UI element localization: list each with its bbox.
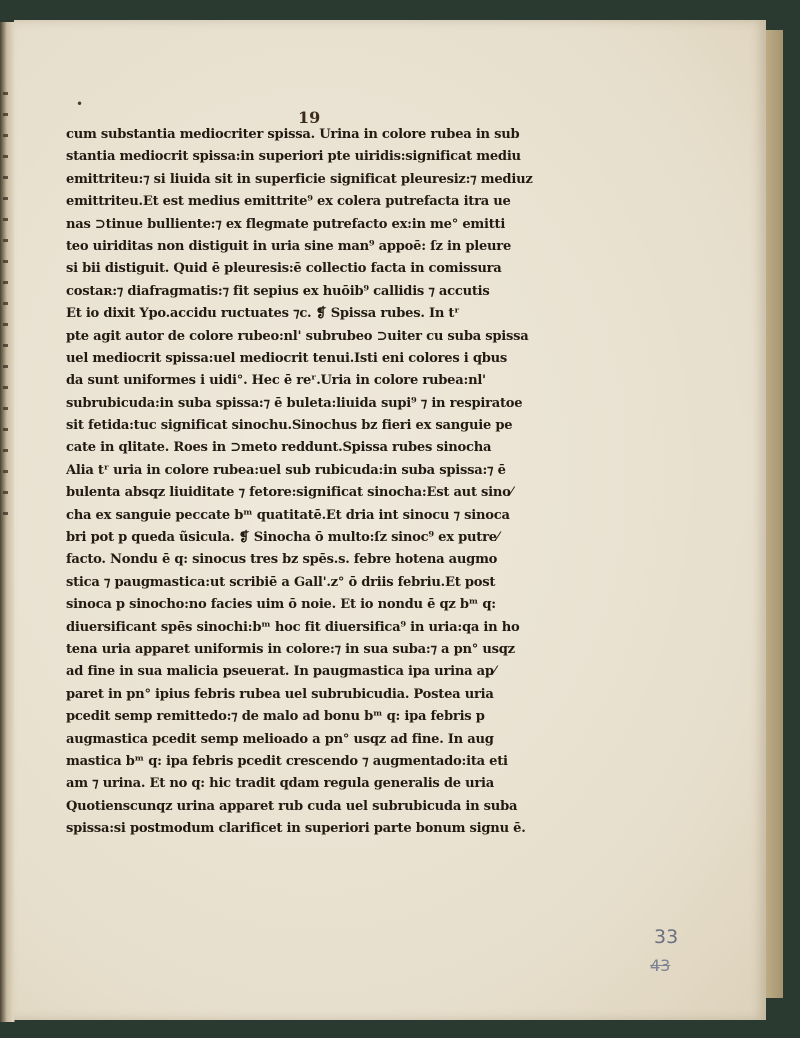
text-line: mastica bᵐ q: ipa febris pcedit crescendo ⁊ augmentado:ita eti <box>66 753 508 769</box>
text-line: augmastica pcedit semp melioado a pn° usqz ad fine. In aug <box>66 731 494 747</box>
text-line: pcedit semp remittedo:⁊ de malo ad bonu bᵐ q: ipa febris p <box>66 709 485 725</box>
book-page <box>14 20 766 1020</box>
text-line: da sunt uniformes i uidi°. Hec ē reʳ.Uria in colore rubea:nl' <box>66 373 486 389</box>
text-line: emittriteu:⁊ si liuida sit in superficie significat pleuresiz:⁊ mediuz <box>66 171 533 187</box>
text-line: sinoca p sinocho:no facies uim ō noie. Et io nondu ē qz bᵐ q: <box>66 597 496 613</box>
text-line: pte agit autor de colore rubeo:nl' subrubeo ⊃uiter cu suba spissa <box>66 328 529 344</box>
pencil-shelf-mark-struck: 43 <box>650 956 671 975</box>
text-line: stica ⁊ paugmastica:ut scribiē a Gall'.z° ō driis febriu.Et post <box>66 574 496 590</box>
text-line: stantia mediocrit spissa:in superiori pte uiridis:significat mediu <box>66 149 521 165</box>
text-line: diuersificant spēs sinochi:bᵐ hoc fit diuersifica⁹ in uria:qa in ho <box>66 619 520 635</box>
text-line: sit fetida:tuc significat sinochu.Sinochus bz fieri ex sanguie pe <box>66 418 513 434</box>
text-line: ad fine in sua malicia pseuerat. In paugmastica ipa urina ap⁄ <box>66 664 496 680</box>
text-line: cha ex sanguie peccate bᵐ quatitatē.Et dria int sinocu ⁊ sinoca <box>66 507 510 523</box>
text-line: am ⁊ urina. Et no q: hic tradit qdam regula generalis de uria <box>66 776 495 792</box>
text-line: si bii distiguit. Quid ē pleuresis:ē collectio facta in comissura <box>66 261 502 277</box>
text-line: teo uiriditas non distiguit in uria sine man⁹ appoē: ſz in pleure <box>66 238 512 254</box>
text-line: paret in pn° ipius febris rubea uel subrubicudia. Postea uria <box>66 686 494 702</box>
text-line: bri pot p queda ũsicula. ❡ Sinocha ō multo:ſz sinoc⁹ ex putre⁄ <box>66 530 499 546</box>
previous-page-ink-marks <box>2 92 10 792</box>
text-line: uel mediocrit spissa:uel mediocrit tenui.Isti eni colores i qbus <box>66 350 508 366</box>
text-line: costaʀ:⁊ diafragmatis:⁊ fit sepius ex huōib⁹ callidis ⁊ accutis <box>66 283 490 299</box>
text-line: emittriteu.Et est medius emittrite⁹ ex colera putrefacta itra ue <box>66 194 511 210</box>
text-line: bulenta absqz liuiditate ⁊ fetore:significat sinocha:Est aut sino⁄ <box>66 485 513 501</box>
text-line: Alia tʳ uria in colore rubea:uel sub rubicuda:in suba spissa:⁊ ē <box>66 462 506 478</box>
text-line: nas ⊃tinue bulliente:⁊ ex flegmate putrefacto ex:in me° emitti <box>66 216 506 232</box>
text-line: cate in qlitate. Roes in ⊃meto reddunt.Spissa rubes sinocha <box>66 440 492 456</box>
folio-number: 19 <box>298 108 321 127</box>
text-line: facto. Nondu ē q: sinocus tres bz spēs.s. febre hotena augmo <box>66 552 498 568</box>
stray-ink-mark: • <box>76 97 84 111</box>
text-line: Quotienscunqz urina apparet rub cuda uel subrubicuda in suba <box>66 798 518 814</box>
previous-page-edge <box>0 22 15 1022</box>
text-line: Et io dixit Ypo.accidu ructuates ⁊c. ❡ Spissa rubes. In tʳ <box>66 306 460 322</box>
text-line: subrubicuda:in suba spissa:⁊ ē buleta:liuida supi⁹ ⁊ in respiratoe <box>66 395 523 411</box>
text-line: spissa:si postmodum clarificet in superiori parte bonum signu ē. <box>66 821 526 837</box>
text-line: tena uria apparet uniformis in colore:⁊ in sua suba:⁊ a pn° usqz <box>66 641 515 657</box>
text-line: cum substantia mediocriter spissa. Urina in colore rubea in sub <box>66 127 520 142</box>
pencil-shelf-mark: 33 <box>654 926 679 948</box>
incunabula-text-block <box>66 124 536 841</box>
